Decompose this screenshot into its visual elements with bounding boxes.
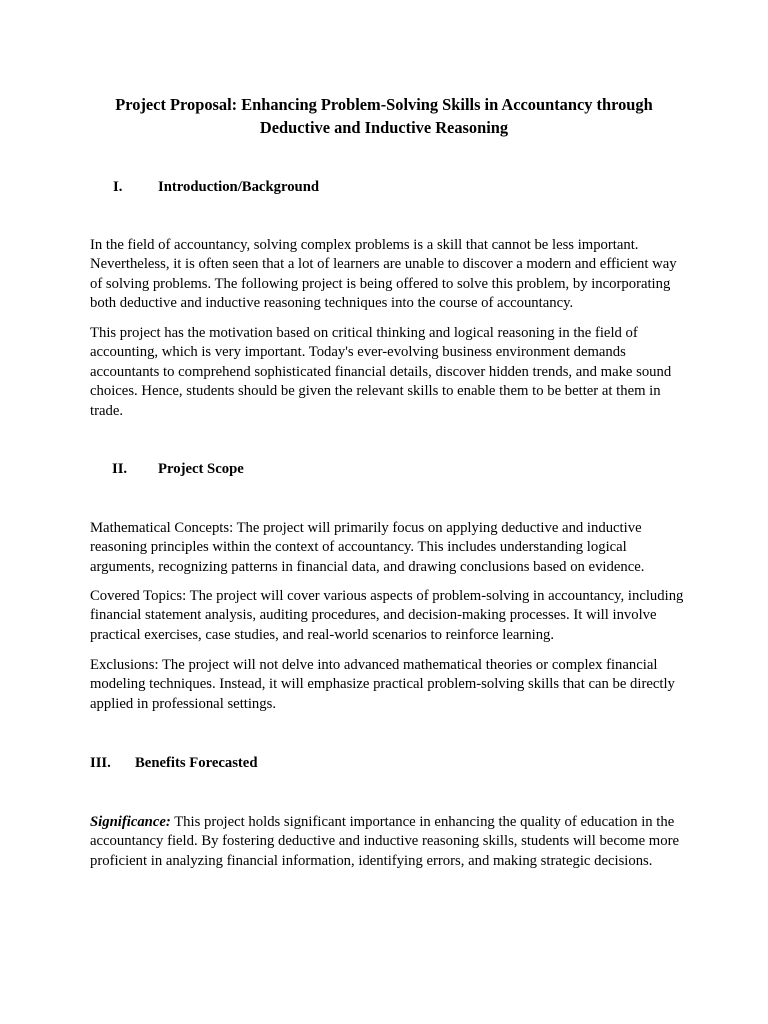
paragraph-intro-1: In the field of accountancy, solving complex problems is a skill that cannot be less important. Nevertheless, it is often seen that a lot of learners are unable to discover a modern and efficient way of solving problems. The following project is being offered to solve this problem, by incorporating both deductive and inductive reasoning techniques into the course of accountancy. — [90, 237, 677, 312]
document-title: Project Proposal: Enhancing Problem-Solving Skills in Accountancy through Deductive and Inductive Reasoning — [115, 95, 653, 137]
paragraph-exclusions: Exclusions: The project will not delve into advanced mathematical theories or complex financial modeling techniques. Instead, it will emphasize practical problem-solving skills that can be directly applied in professional settings. — [90, 657, 675, 712]
paragraph-significance — [90, 813, 686, 871]
section-title: Benefits Forecasted — [135, 755, 258, 771]
section-heading-benefits-forecasted — [90, 754, 390, 773]
section-heading-project-scope — [112, 460, 412, 479]
section-heading-introduction — [113, 178, 413, 197]
paragraph-intro-2: This project has the motivation based on critical thinking and logical reasoning in the field of accounting, which is very important. Today's ever-evolving business environment demands accountants to comprehend sophisticated financial details, discover hidden trends, and make sound choices. Hence, students should be given the relevant skills to enable them to be better at them in trade. — [90, 325, 672, 419]
section-number: I. — [113, 179, 123, 195]
significance-label: Significance: — [90, 814, 171, 830]
paragraph-covered-topics: Covered Topics: The project will cover various aspects of problem-solving in accountancy, including financial statement analysis, auditing procedures, and decision-making processes. It will involve practical exercises, case studies, and real-world scenarios to reinforce learning. — [90, 588, 684, 643]
section-title: Project Scope — [158, 461, 244, 477]
section-title: Introduction/Background — [158, 179, 320, 195]
paragraph-mathematical-concepts: Mathematical Concepts: The project will primarily focus on applying deductive and inductive reasoning principles within the context of accountancy. This includes understanding logical arguments, recognizing patterns in financial data, and drawing conclusions based on evidence. — [90, 520, 645, 575]
significance-text: This project holds significant importance in enhancing the quality of education in the accountancy field. By fostering deductive and inductive reasoning skills, students will become more proficient in analyzing financial information, identifying errors, and making strategic decisions. — [90, 814, 679, 869]
section-number: III. — [90, 755, 111, 771]
section-number: II. — [112, 461, 128, 477]
